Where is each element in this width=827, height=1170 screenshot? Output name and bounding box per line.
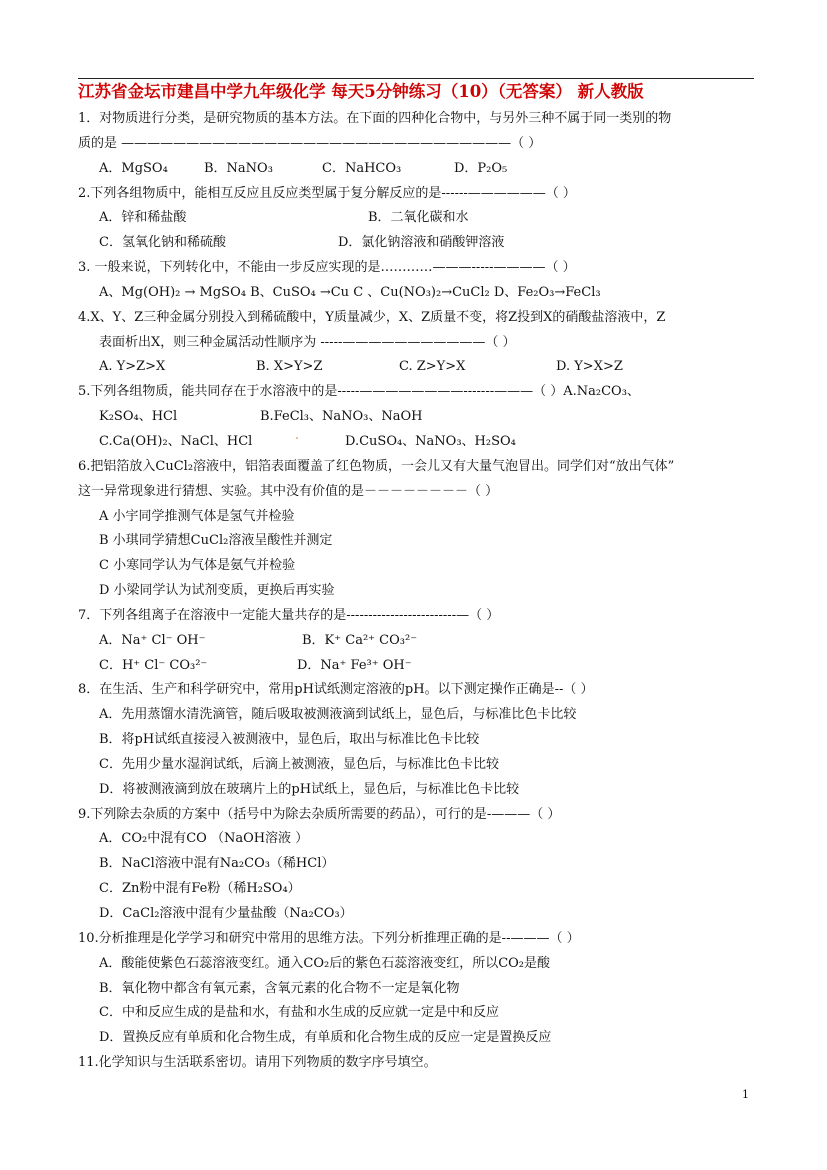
option-d: D．氯化钠溶液和硝酸钾溶液 (338, 235, 505, 251)
option-d: D．CaCl₂溶液中混有少量盐酸（Na₂CO₃） (99, 906, 353, 921)
question-6-line-2: 这一异常现象进行猜想、实验。其中没有价值的是－－－－－－－－（ ） (78, 483, 499, 499)
question-5-line-2 (78, 405, 758, 430)
option-d: D．P₂O₅ (454, 160, 508, 176)
question-2-options-ab (78, 206, 758, 231)
option-b: B．二氧化碳和水 (368, 210, 469, 226)
question-1-line-2: 质的是 ——————————————————————————————（ ） (78, 135, 542, 151)
question-list (78, 107, 758, 1076)
question-3-line-1: 3. 一般来说，下列转化中，不能由一步反应实现的是…………———-----————（ ） (78, 260, 576, 276)
option-b: B．NaCl溶液中混有Na₂CO₃（稀HCl） (99, 856, 335, 872)
option-b: B. X>Y>Z (256, 359, 323, 375)
option-a: A．锌和稀盐酸 (99, 210, 187, 226)
option-c: C．先用少量水湿润试纸，后滴上被测液，显色后，与标准比色卡比较 (99, 756, 499, 772)
option-c: C.Ca(OH)₂、NaCl、HCl (99, 433, 253, 449)
question-1-line-1: 1．对物质进行分类，是研究物质的基本方法。在下面的四种化合物中，与另外三种不属于同一类别的物 (78, 111, 672, 126)
option-c: C．Zn粉中混有Fe粉（稀H₂SO₄） (99, 881, 301, 897)
question-7-line-1: 7．下列各组离子在溶液中一定能大量共存的是-------------------------—（ ） (78, 607, 500, 623)
option-c: C. Z>Y>X (399, 359, 466, 375)
question-4-line-2: 表面析出X，则三种金属活动性顺序为 -----———————————（ ） (99, 334, 516, 350)
header-rule (78, 78, 754, 79)
question-4-options (78, 355, 758, 380)
question-11-line-1: 11.化学知识与生活联系密切。请用下列物质的数字序号填空。 (78, 1055, 437, 1071)
question-4-line-1: 4.X、Y、Z三种金属分别投入到稀硫酸中，Y质量减少，X、Z质量不变，将Z投到X的硝酸盐溶液中，Z (78, 309, 666, 325)
page-number: 1 (742, 1088, 749, 1101)
speck-mark (296, 437, 298, 439)
option-a: A 小宇同学推测气体是氢气并检验 (99, 508, 295, 524)
page-title: 江苏省金坛市建昌中学九年级化学 每天5分钟练习（10）（无答案） 新人教版 (78, 82, 644, 101)
option-b: B 小琪同学猜想CuCl₂溶液呈酸性并测定 (99, 533, 333, 549)
option-c: C．中和反应生成的是盐和水，有盐和水生成的反应就一定是中和反应 (99, 1005, 499, 1021)
option-d: D. Y>X>Z (556, 359, 623, 375)
question-5-line-1: 5.下列各组物质，能共同存在于水溶液中的是-----————————-------———（ ）A.Na₂CO₃、 (78, 384, 640, 400)
option-a: A．酸能使紫色石蕊溶液变红。通入CO₂后的紫色石蕊溶液变红，所以CO₂是酸 (99, 955, 551, 971)
option-d: D．置换反应有单质和化合物生成，有单质和化合物生成的反应一定是置换反应 (99, 1030, 552, 1046)
question-7-options-ab (78, 629, 758, 654)
option-d: D．将被测液滴到放在玻璃片上的pH试纸上，显色后，与标准比色卡比较 (99, 781, 520, 797)
option-a: A. Y>Z>X (99, 359, 166, 375)
question-7-options-cd (78, 654, 758, 679)
question-8-line-1: 8．在生活、生产和科学研究中，常用pH试纸测定溶液的pH。以下测定操作正确是--（ ） (78, 682, 594, 698)
option-b: B.FeCl₃、NaNO₃、NaOH (260, 409, 423, 425)
option-d: D．Na⁺ Fe³⁺ OH⁻ (297, 657, 412, 673)
option-a: A．Na⁺ Cl⁻ OH⁻ (99, 632, 206, 648)
option-c: C．氢氧化钠和稀硫酸 (99, 235, 226, 251)
question-5-line-3 (78, 430, 758, 455)
question-2-options-cd (78, 231, 758, 256)
option-c: C．H⁺ Cl⁻ CO₃²⁻ (99, 657, 208, 673)
option-b: B．氧化物中都含有氧元素，含氧元素的化合物不一定是氧化物 (99, 980, 460, 996)
option-c: C．NaHCO₃ (322, 160, 402, 176)
question-9-line-1: 9.下列除去杂质的方案中（括号中为除去杂质所需要的药品），可行的是-———（ ） (78, 806, 561, 822)
option-a: A．CO₂中混有CO （NaOH溶液 ） (99, 831, 309, 847)
question-6-line-1: 6.把铝箔放入CuCl₂溶液中，铝箔表面覆盖了红色物质，一会儿又有大量气泡冒出。同学们对“放出气体” (78, 458, 675, 474)
option-d: D.CuSO₄、NaNO₃、H₂SO₄ (345, 433, 516, 449)
option-b: B．K⁺ Ca²⁺ CO₃²⁻ (302, 632, 418, 648)
option-a: A．先用蒸馏水清洗滴管，随后吸取被测液滴到试纸上，显色后，与标准比色卡比较 (99, 707, 577, 723)
option-a-cont: K₂SO₄、HCl (99, 409, 178, 425)
question-1-options (78, 157, 758, 182)
option-b: B．NaNO₃ (204, 160, 273, 176)
option-c: C 小寒同学认为气体是氨气并检验 (99, 558, 296, 574)
option-d: D 小梁同学认为试剂变质，更换后再实验 (99, 583, 335, 599)
question-2-line-1: 2.下列各组物质中，能相互反应且反应类型属于复分解反应的是------——————（ ） (78, 185, 576, 201)
question-3-options: A、Mg(OH)₂ → MgSO₄ B、CuSO₄ →Cu C 、Cu(NO₃)₂→CuCl₂ D、Fe₂O₃→FeCl₃ (99, 284, 601, 300)
option-b: B．将pH试纸直接浸入被测液中，显色后，取出与标准比色卡比较 (99, 732, 480, 748)
question-10-line-1: 10.分析推理是化学学习和研究中常用的思维方法。下列分析推理正确的是--———（ ） (78, 930, 580, 946)
option-a: A．MgSO₄ (99, 160, 168, 176)
